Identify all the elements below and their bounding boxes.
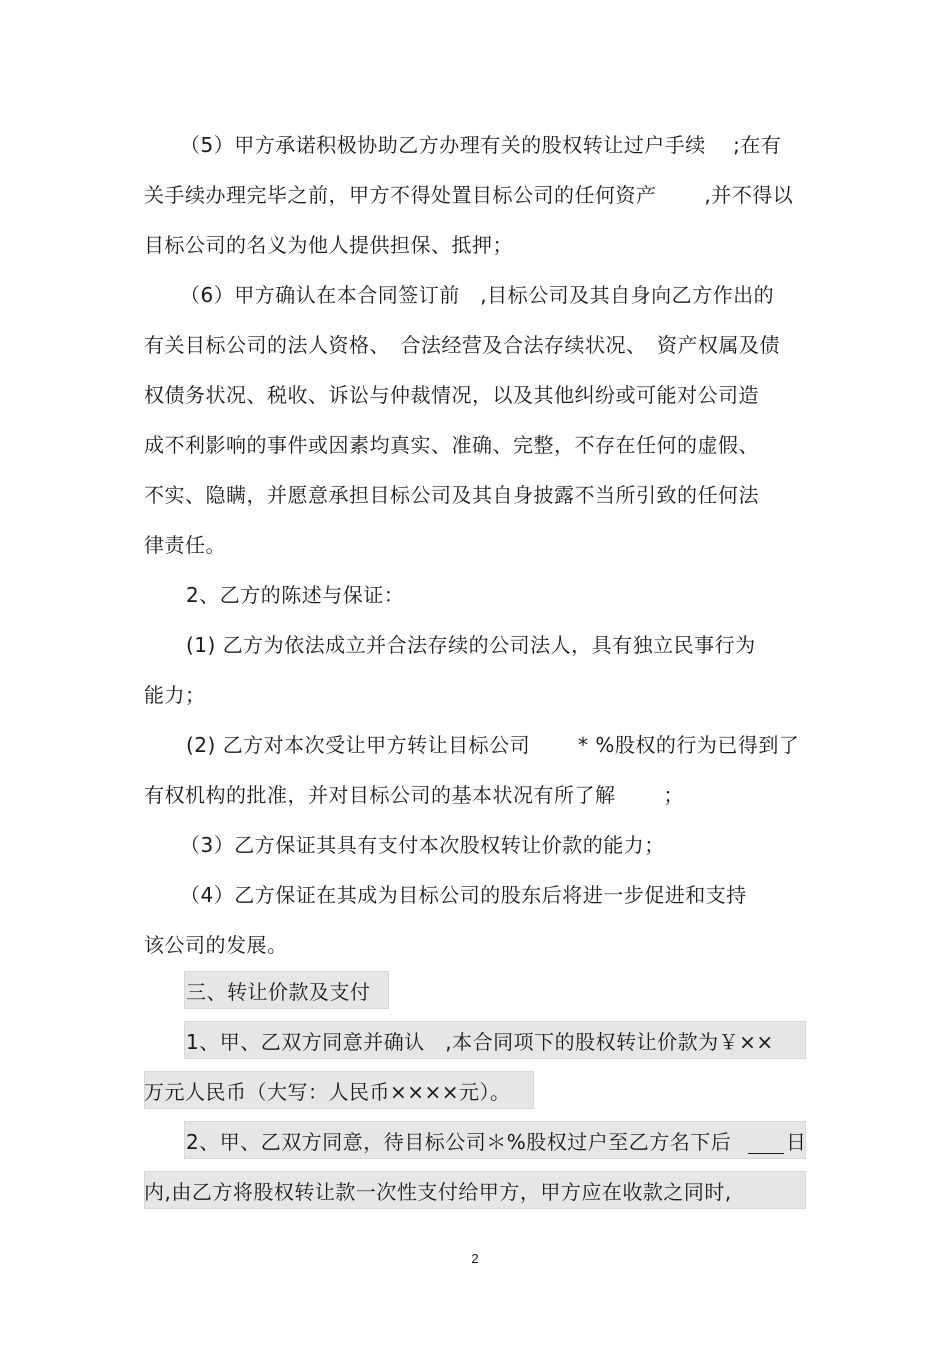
clause-6-line-4: 成不利影响的事件或因素均真实、准确、完整，不存在任何的虚假、 <box>144 433 759 457</box>
clause-b4-line-2: 该公司的发展。 <box>144 933 288 957</box>
blank-days-field <box>748 1133 784 1154</box>
section-3-title: 三、转让价款及支付 <box>186 980 371 1004</box>
price-clause-2-line-1: 2、甲、乙双方同意，待目标公司＊%股权过户至乙方名下后 <box>186 1130 732 1154</box>
price-clause-2-line-2: 内,由乙方将股权转让款一次性支付给甲方，甲方应在收款之同时, <box>144 1180 732 1204</box>
page-number: 2 <box>471 1251 479 1266</box>
clause-6-line-3: 权债务状况、税收、诉讼与仲裁情况，以及其他纠纷或可能对公司造 <box>144 383 759 407</box>
clause-6-line-1: （6）甲方确认在本合同签订前 ,目标公司及其自身向乙方作出的 <box>180 283 775 307</box>
clause-b2-line-1: (2) 乙方对本次受让甲方转让目标公司 * %股权的行为已得到了 <box>186 733 800 757</box>
clause-6-line-6: 律责任。 <box>144 533 226 557</box>
clause-5-line-1: （5）甲方承诺积极协助乙方办理有关的股权转让过户手续 ;在有 <box>180 133 782 157</box>
section-2-heading: 2、乙方的陈述与保证： <box>186 583 405 607</box>
clause-b3-line-1: （3）乙方保证其具有支付本次股权转让价款的能力； <box>180 833 665 857</box>
clause-b4-line-1: （4）乙方保证在其成为目标公司的股东后将进一步促进和支持 <box>180 883 747 907</box>
clause-6-line-5: 不实、隐瞒，并愿意承担目标公司及其自身披露不当所引致的任何法 <box>144 483 759 507</box>
clause-5-line-2: 关手续办理完毕之前，甲方不得处置目标公司的任何资产 ,并不得以 <box>144 183 794 207</box>
price-clause-1-line-1: 1、甲、乙双方同意并确认 ,本合同项下的股权转让价款为￥×× <box>186 1030 774 1054</box>
clause-b2-line-2: 有权机构的批准，并对目标公司的基本状况有所了解 ； <box>144 783 684 807</box>
price-clause-1-line-2: 万元人民币（大写：人民币××××元）。 <box>144 1080 511 1104</box>
price-clause-2-days-word: 日 <box>786 1130 807 1154</box>
clause-b1-line-2: 能力； <box>144 683 206 707</box>
clause-5-line-3: 目标公司的名义为他人提供担保、抵押； <box>144 233 513 257</box>
clause-b1-line-1: (1) 乙方为依法成立并合法存续的公司法人，具有独立民事行为 <box>186 633 756 657</box>
clause-6-line-2: 有关目标公司的法人资格、 合法经营及合法存续状况、 资产权属及债 <box>144 333 780 357</box>
